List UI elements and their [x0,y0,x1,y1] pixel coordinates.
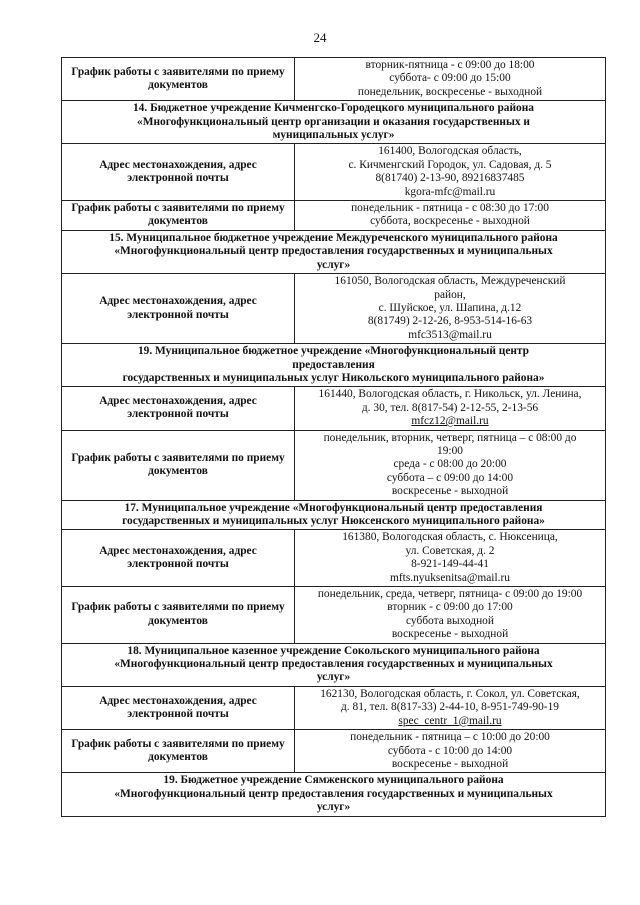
address-value: 161050, Вологодская область, Междуреченский район, с. Шуйское, ул. Шапина, д.12 8(81749) 2-12-26, 8-953-514-16-63 mfc3513@mail.ru [295,274,606,344]
section-title-19: 19. Бюджетное учреждение Сямженского муниципального района «Многофункциональный центр предоставления государственных и муниципальных услуг» [62,773,606,816]
section-title-16: 19. Муниципальное бюджетное учреждение «Многофункциональный центр предоставления государственных и муниципальных услуг Никольского муниципального района» [62,344,606,387]
table-row [62,686,606,729]
address-label: Адрес местонахождения, адрес электронной почты [62,686,295,729]
mfc-table [61,57,606,817]
schedule-label: График работы с заявителями по приему документов [62,730,295,773]
section-heading [62,500,606,530]
address-label: Адрес местонахождения, адрес электронной почты [62,274,295,344]
table-row [62,274,606,344]
schedule-label: График работы с заявителями по приему документов [62,587,295,644]
address-value: 161380, Вологодская область, с. Нюксеница, ул. Советская, д. 2 8-921-149-44-41 mfts.nyuksenitsa@mail.ru [295,530,606,587]
schedule-value: вторник-пятница - с 09:00 до 18:00 суббота- с 09:00 до 15:00 понедельник, воскресенье - выходной [295,58,606,101]
schedule-label: График работы с заявителями по приему документов [62,201,295,231]
address-value: 161440, Вологодская область, г. Никольск, ул. Ленина, д. 30, тел. 8(817-54) 2-12-55, 2-13-56 mfcz12@mail.ru [295,387,606,430]
section-title-17: 17. Муниципальное учреждение «Многофункциональный центр предоставления государственных и муниципальных услуг Нюксенского муниципального района» [62,500,606,530]
table-row [62,430,606,500]
schedule-value: понедельник, среда, четверг, пятница- с 09:00 до 19:00 вторник - с 09:00 до 17:00 суббота выходной воскресенье - выходной [295,587,606,644]
address-value: 161400, Вологодская область, с. Кичменгский Городок, ул. Садовая, д. 5 8(81740) 2-13-90, 89216837485 kgora-mfc@mail.ru [295,144,606,201]
schedule-value: понедельник - пятница – с 10:00 до 20:00 суббота - с 10:00 до 14:00 воскресенье - выходной [295,730,606,773]
table-row [62,58,606,101]
page-number: 24 [313,30,327,45]
address-label: Адрес местонахождения, адрес электронной почты [62,144,295,201]
section-title-15: 15. Муниципальное бюджетное учреждение Междуреченского муниципального района «Многофункциональный центр предоставления государственных и муниципальных услуг» [62,230,606,273]
section-title-14: 14. Бюджетное учреждение Кичменгско-Городецкого муниципального района «Многофункциональный центр организации и оказания государственных и муниципальных услуг» [62,101,606,144]
address-label: Адрес местонахождения, адрес электронной почты [62,387,295,430]
table-row [62,201,606,231]
section-heading [62,230,606,273]
section-heading [62,101,606,144]
table-row [62,587,606,644]
table-row [62,730,606,773]
schedule-label: График работы с заявителями по приему документов [62,58,295,101]
address-label: Адрес местонахождения, адрес электронной почты [62,530,295,587]
section-heading [62,344,606,387]
table-row [62,530,606,587]
address-value: 162130, Вологодская область, г. Сокол, ул. Советская, д. 81, тел. 8(817-33) 2-44-10, 8-951-749-90-19 spec_centr_1@mail.ru [295,686,606,729]
section-title-18: 18. Муниципальное казенное учреждение Сокольского муниципального района «Многофункциональный центр предоставления государственных и муниципальных услуг» [62,643,606,686]
table-row [62,144,606,201]
schedule-value: понедельник, вторник, четверг, пятница – с 08:00 до 19:00 среда - с 08:00 до 20:00 суббота – с 09:00 до 14:00 воскресенье - выходной [295,430,606,500]
table-row [62,387,606,430]
schedule-label: График работы с заявителями по приему документов [62,430,295,500]
section-heading [62,643,606,686]
section-heading [62,773,606,816]
schedule-value: понедельник - пятница - с 08:30 до 17:00 суббота, воскресенье - выходной [295,201,606,231]
